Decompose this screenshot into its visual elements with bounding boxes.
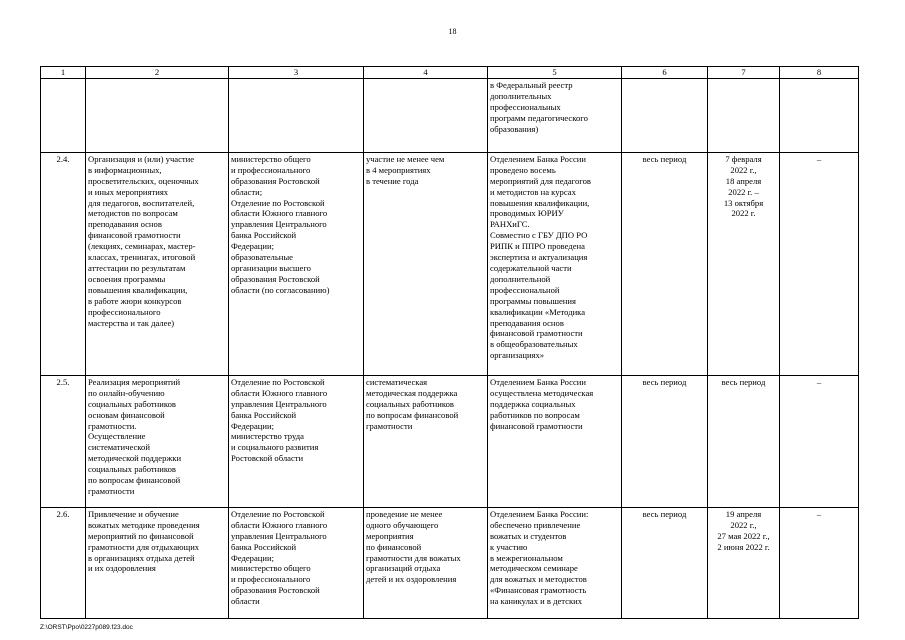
item-number-cell: 2.4. — [41, 152, 86, 375]
item-number-cell: 2.5. — [41, 375, 86, 507]
column-header: 8 — [780, 67, 859, 79]
indicator-cell: проведение не менее одного обучающего мероприятия по финансовой грамотности для вожатых организаций отдыха детей и их оздоровления — [364, 507, 488, 618]
table-row — [41, 78, 859, 152]
plan-table — [40, 66, 859, 619]
executors-cell: Отделение по Ростовской области Южного главного управления Центрального банка Российской Федерации; министерство общего и профессионального образования Ростовской области — [229, 507, 364, 618]
note-cell: – — [780, 152, 859, 375]
note-cell — [780, 78, 859, 152]
executors-cell: Отделение по Ростовской области Южного главного управления Центрального банка Российской Федерации; министерство труда и социального развития Ростовской области — [229, 375, 364, 507]
indicator-cell: систематическая методическая поддержка социальных работников по вопросам финансовой грамотности — [364, 375, 488, 507]
result-cell: Отделением Банка России проведено восемь мероприятий для педагогов и методистов на курсах повышения квалификации, проводимых ЮРИУ РАНХиГС. Совместно с ГБУ ДПО РО РИПК и ППРО проведена экспертиза и актуализация содержательной части дополнительной профессиональной программы повышения квалификации «Методика преподавания основ финансовой грамотности в общеобразовательных организациях» — [488, 152, 622, 375]
column-header: 4 — [364, 67, 488, 79]
indicator-cell: участие не менее чем в 4 мероприятиях в течение года — [364, 152, 488, 375]
note-cell: – — [780, 375, 859, 507]
executors-cell — [229, 78, 364, 152]
dates-cell: 19 апреля 2022 г., 27 мая 2022 г., 2 июня 2022 г. — [708, 507, 780, 618]
activity-cell: Реализация мероприятий по онлайн-обучению социальных работников основам финансовой грамотности. Осуществление систематической методической поддержки социальных работников по вопросам финансовой грамотности — [86, 375, 229, 507]
period-cell — [622, 78, 708, 152]
column-header: 2 — [86, 67, 229, 79]
activity-cell: Организация и (или) участие в информационных, просветительских, оценочных и иных мероприятиях для педагогов, воспитателей, методистов по вопросам преподавания основ финансовой грамотности (лекциях, семинарах, мастер- классах, тренингах, итоговой аттестации по результатам освоения программы повышения квалификации, в работе жюри конкурсов профессионального мастерства и так далее) — [86, 152, 229, 375]
dates-cell: 7 февраля 2022 г., 18 апреля 2022 г. – 13 октября 2022 г. — [708, 152, 780, 375]
table-row — [41, 375, 859, 507]
table-row — [41, 507, 859, 618]
header-row — [41, 67, 859, 79]
result-cell: в Федеральный реестр дополнительных профессиональных программ педагогического образования) — [488, 78, 622, 152]
dates-cell — [708, 78, 780, 152]
table-row — [41, 152, 859, 375]
item-number-cell — [41, 78, 86, 152]
indicator-cell — [364, 78, 488, 152]
item-number-cell: 2.6. — [41, 507, 86, 618]
executors-cell: министерство общего и профессионального образования Ростовской области; Отделение по Ростовской области Южного главного управления Центрального банка Российской Федерации; образовательные организации высшего образования Ростовской области (по согласованию) — [229, 152, 364, 375]
page-number: 18 — [448, 27, 457, 36]
activity-cell: Привлечение и обучение вожатых методике проведения мероприятий по финансовой грамотности для отдыхающих в организациях отдыха детей и их оздоровления — [86, 507, 229, 618]
column-header: 6 — [622, 67, 708, 79]
file-path-footer: Z:\ORST\Ppo\0227p089.f23.doc — [40, 624, 133, 631]
result-cell: Отделением Банка России: обеспечено привлечение вожатых и студентов к участию в межрегиональном методическом семинаре для вожатых и методистов «Финансовая грамотность на каникулах и в детских — [488, 507, 622, 618]
result-cell: Отделением Банка России осуществлена методическая поддержка социальных работников по вопросам финансовой грамотности — [488, 375, 622, 507]
period-cell: весь период — [622, 375, 708, 507]
period-cell: весь период — [622, 507, 708, 618]
period-cell: весь период — [622, 152, 708, 375]
note-cell: – — [780, 507, 859, 618]
column-header: 1 — [41, 67, 86, 79]
column-header: 7 — [708, 67, 780, 79]
column-header: 5 — [488, 67, 622, 79]
column-header: 3 — [229, 67, 364, 79]
activity-cell — [86, 78, 229, 152]
dates-cell: весь период — [708, 375, 780, 507]
